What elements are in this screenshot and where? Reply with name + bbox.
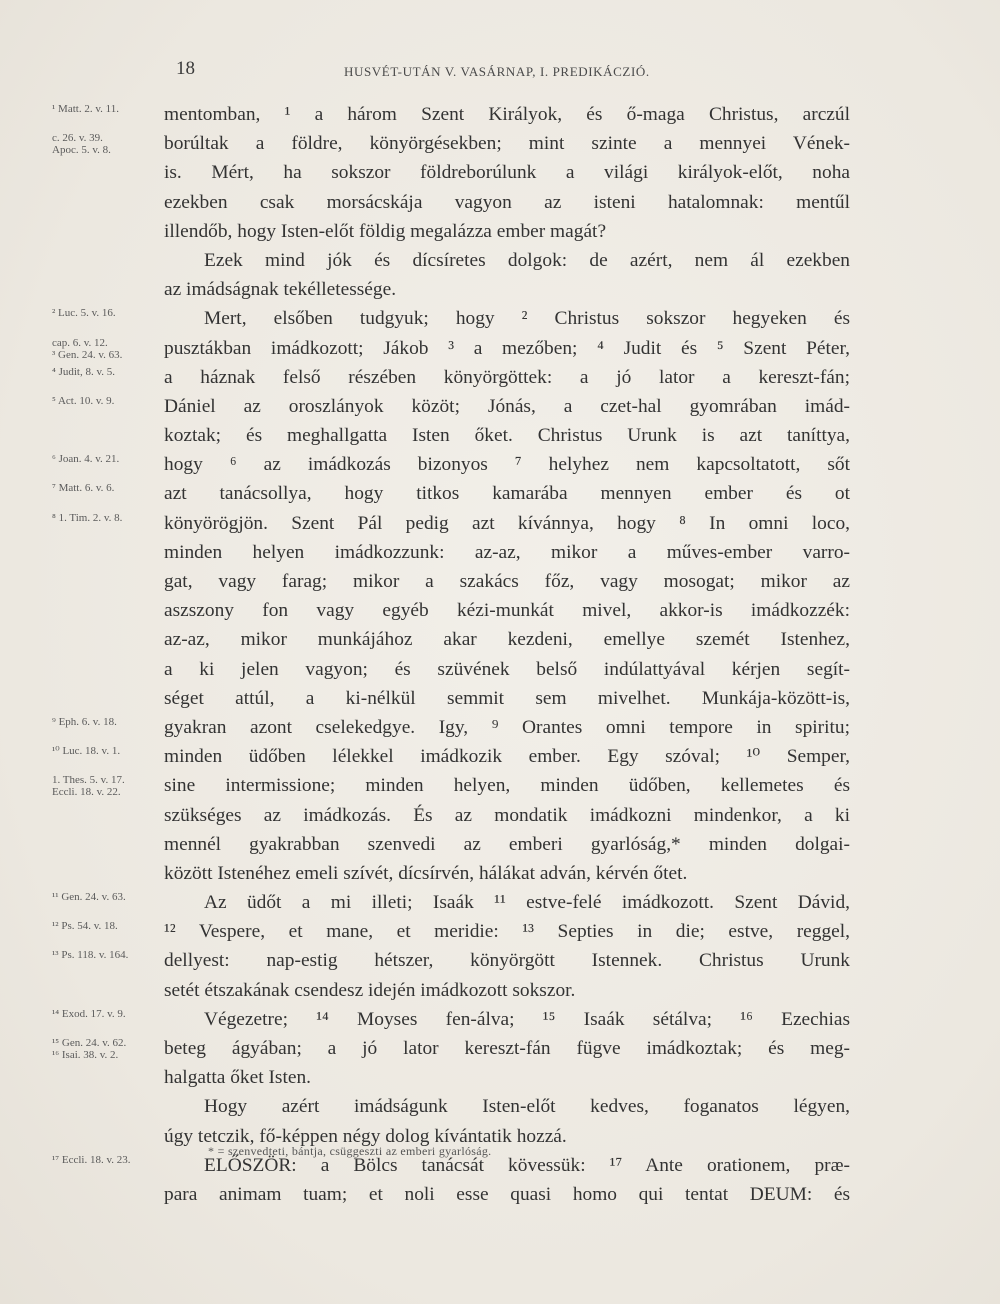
footnote: * = szenvedteti, bántja, csüggeszti az emberi gyarlóság.: [208, 1144, 492, 1158]
line-text: ezekben csak morsácskája vagyon az isteni hatalomnak: mentűl: [164, 191, 850, 213]
line-text: setét étszakának csendesz idején imádkozott sokszor.: [164, 979, 576, 1001]
margin-reference: ¹ Matt. 2. v. 11.: [52, 103, 119, 115]
text-line: [0, 363, 1000, 392]
line-text: Mert, elsőben tudgyuk; hogy ² Christus sokszor hegyeken és: [204, 308, 850, 330]
text-line: [0, 596, 1000, 625]
margin-reference: ¹⁰ Luc. 18. v. 1.: [52, 745, 121, 758]
line-text: koztak; és meghallgatta Isten őket. Christus Urunk is azt taníttya,: [164, 425, 850, 447]
line-text: pusztákban imádkozott; Jákob ³ a mezőben; ⁴ Judit és ⁵ Szent Péter,: [164, 337, 850, 359]
line-text: halgatta őket Isten.: [164, 1067, 311, 1089]
line-text: para animam tuam; et noli esse quasi homo qui tentat DEUM: és: [164, 1183, 850, 1205]
text-line: [0, 1005, 1000, 1034]
line-text: hogy ⁶ az imádkozás bizonyos ⁷ helyhez nem kapcsoltatott, sőt: [164, 454, 850, 476]
margin-reference: ⁸ 1. Tim. 2. v. 8.: [52, 511, 123, 524]
text-line: [0, 479, 1000, 508]
line-text: a ki jelen vagyon; és szüvének belső indúlattyával kérjen segít-: [164, 658, 850, 680]
page-header: [0, 58, 1000, 88]
text-line: [0, 246, 1000, 275]
text-line: [0, 625, 1000, 654]
margin-reference: ² Luc. 5. v. 16.: [52, 307, 116, 320]
line-text: Az üdőt a mi illeti; Isaák ¹¹ estve-felé imádkozott. Szent Dávid,: [204, 892, 850, 914]
line-text: sine intermissione; minden helyen, minden üdőben, kellemetes és: [164, 775, 850, 797]
margin-reference: ¹¹ Gen. 24. v. 63.: [52, 891, 126, 904]
text-line: [0, 917, 1000, 946]
margin-reference: ¹⁷ Eccli. 18. v. 23.: [52, 1153, 131, 1166]
text-line: [0, 538, 1000, 567]
text-line: [0, 1151, 1000, 1180]
line-text: azt tanácsollya, hogy titkos kamarába mennyen ember és ot: [164, 483, 850, 505]
text-line: [0, 100, 1000, 129]
line-text: Dániel az oroszlányok közöt; Jónás, a czet-hal gyomrában imád-: [164, 395, 850, 417]
line-text: Végezetre; ¹⁴ Moyses fen-álva; ¹⁵ Isaák sétálva; ¹⁶ Ezechias: [204, 1008, 850, 1030]
line-text: a háznak felső részében könyörgöttek: a jó lator a kereszt-fán;: [164, 366, 850, 388]
margin-reference: ¹⁴ Exod. 17. v. 9.: [52, 1007, 126, 1020]
line-text: dellyest: nap-estig hétszer, könyörgött Istennek. Christus Urunk: [164, 950, 850, 972]
text-line: [0, 158, 1000, 187]
line-text: úgy tetczik, fő-képpen négy dolog kívántatik hozzá.: [164, 1125, 567, 1147]
line-text: az-az, mikor munkájához akar kezdeni, emellye szemét Istenhez,: [164, 629, 850, 651]
text-line: [0, 392, 1000, 421]
text-line: [0, 421, 1000, 450]
text-line: [0, 684, 1000, 713]
text-line: [0, 1034, 1000, 1063]
text-line: [0, 1063, 1000, 1092]
line-text: aszszony fon vagy egyéb kézi-munkát mivel, akkor-is imádkozzék:: [164, 600, 850, 622]
margin-reference: ¹⁵ Gen. 24. v. 62. ¹⁶ Isai. 38. v. 2.: [52, 1037, 127, 1061]
text-line: [0, 801, 1000, 830]
text-line: [0, 655, 1000, 684]
margin-reference: ¹³ Ps. 118. v. 164.: [52, 949, 129, 962]
text-line: [0, 713, 1000, 742]
margin-reference: ⁶ Joan. 4. v. 21.: [52, 453, 120, 466]
line-text: minden helyen imádkozzunk: az-az, mikor a műves-ember varro-: [164, 541, 850, 563]
line-text: mentomban, ¹ a három Szent Királyok, és ő-maga Christus, arczúl: [164, 104, 850, 125]
text-line: [0, 742, 1000, 771]
running-head: HUSVÉT-UTÁN V. VASÁRNAP, I. PREDIKÁCZIÓ.: [344, 64, 650, 79]
line-text: séget attúl, a ki-nélkül semmit sem mivelhet. Munkája-között-is,: [164, 687, 850, 709]
margin-reference: ¹² Ps. 54. v. 18.: [52, 920, 118, 933]
body-text: [0, 100, 1000, 1209]
margin-reference: ⁴ Judit, 8. v. 5.: [52, 365, 116, 378]
text-line: [0, 946, 1000, 975]
margin-reference: ⁷ Matt. 6. v. 6.: [52, 482, 115, 495]
line-text: gyakran azont cselekedgye. Igy, ⁹ Orantes omni tempore in spiritu;: [164, 716, 850, 738]
line-text: könyörögjön. Szent Pál pedig azt kívánnya, hogy ⁸ In omni loco,: [164, 512, 850, 534]
text-line: [0, 334, 1000, 363]
text-line: [0, 304, 1000, 333]
text-line: [0, 976, 1000, 1005]
line-text: szükséges az imádkozás. És az mondatik imádkozni mindenkor, a ki: [164, 804, 850, 826]
margin-reference: ⁵ Act. 10. v. 9.: [52, 394, 115, 407]
line-text: között Istenéhez emeli szívét, dícsírvén, hálákat adván, kérvén őtet.: [164, 862, 688, 884]
line-text: illendőb, hogy Isten-előt földig megalázza ember magát?: [164, 220, 607, 242]
margin-reference: 1. Thes. 5. v. 17. Eccli. 18. v. 22.: [52, 774, 125, 799]
line-text: ELŐSZÖR: a Bölcs tanácsát kövessük: ¹⁷ Ante orationem, præ-: [204, 1154, 850, 1176]
text-line: [0, 129, 1000, 158]
line-text: Hogy azért imádságunk Isten-előt kedves, foganatos légyen,: [204, 1096, 850, 1118]
text-line: [0, 275, 1000, 304]
text-line: [0, 188, 1000, 217]
line-text: mennél gyakrabban szenvedi az emberi gyarlóság,* minden dolgai-: [164, 833, 850, 855]
margin-reference: c. 26. v. 39. Apoc. 5. v. 8.: [52, 132, 111, 157]
margin-reference: ⁹ Eph. 6. v. 18.: [52, 715, 117, 728]
line-text: borúltak a földre, könyörgésekben; mint szinte a mennyei Vének-: [164, 133, 850, 155]
line-text: az imádságnak tekélletessége.: [164, 279, 397, 301]
line-text: gat, vagy farag; mikor a szakács főz, vagy mosogat; mikor az: [164, 571, 850, 592]
text-line: [0, 830, 1000, 859]
line-text: minden üdőben lélekkel imádkozik ember. Egy szóval; ¹⁰ Semper,: [164, 746, 850, 768]
text-line: [0, 1180, 1000, 1209]
line-text: is. Mért, ha sokszor földreborúlunk a világi királyok-előt, noha: [164, 162, 850, 184]
text-line: [0, 450, 1000, 479]
page-number: 18: [176, 58, 195, 79]
text-line: [0, 509, 1000, 538]
text-line: [0, 888, 1000, 917]
text-line: [0, 771, 1000, 800]
text-line: [0, 567, 1000, 596]
text-line: [0, 1122, 1000, 1151]
line-text: ¹² Vespere, et mane, et meridie: ¹³ Septies in die; estve, reggel,: [164, 921, 850, 943]
line-text: Ezek mind jók és dícsíretes dolgok: de azért, nem ál ezekben: [204, 249, 850, 271]
text-line: [0, 1092, 1000, 1121]
text-line: [0, 859, 1000, 888]
text-line: [0, 217, 1000, 246]
margin-reference: cap. 6. v. 12. ³ Gen. 24. v. 63.: [52, 336, 123, 361]
line-text: beteg ágyában; a jó lator kereszt-fán fügve imádkoztak; és meg-: [164, 1038, 850, 1059]
